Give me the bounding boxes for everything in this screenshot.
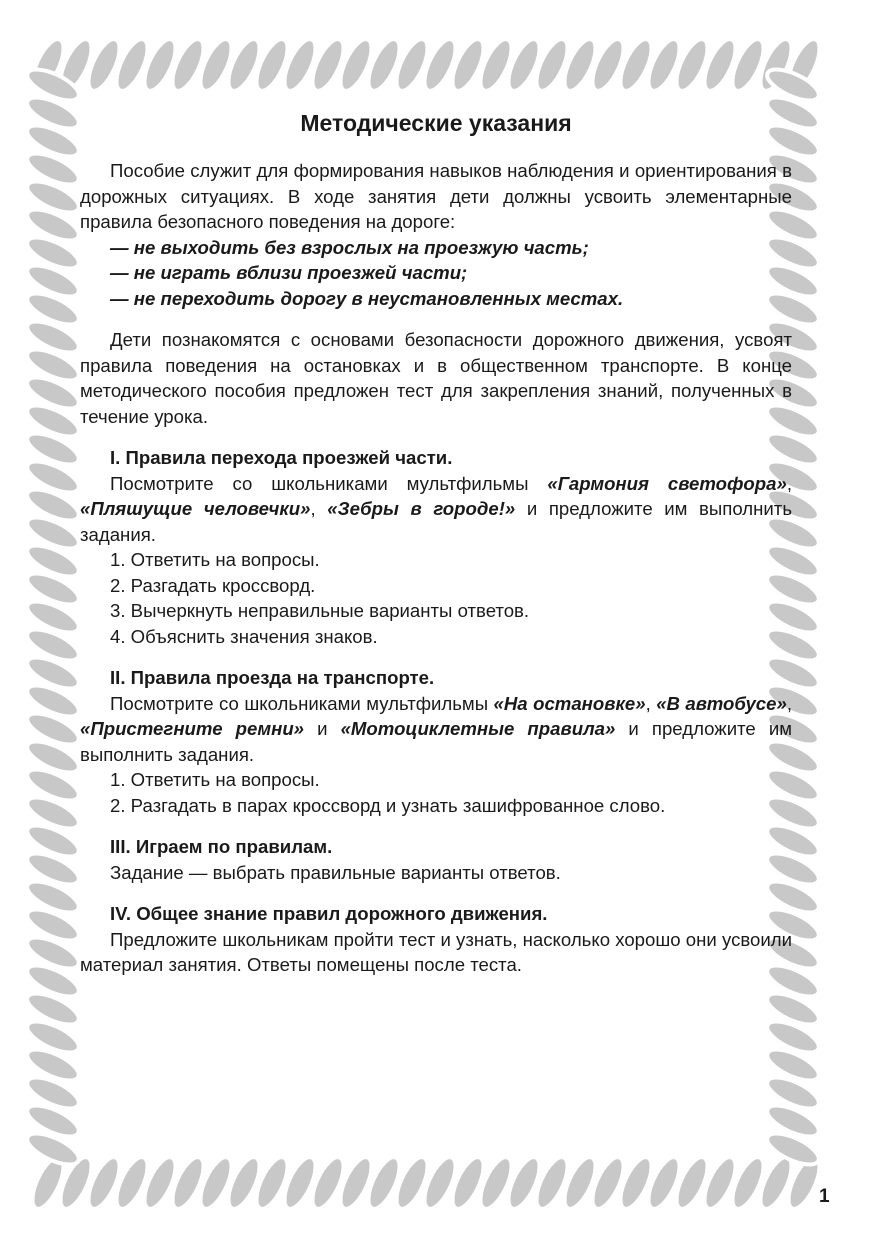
film-title: «В автобусе» bbox=[656, 692, 787, 714]
section-title: III. Играем по правилам. bbox=[110, 836, 333, 857]
safety-rule-item: — не выходить без взрослых на проезжую часть; bbox=[110, 236, 589, 258]
film-title: «Гармония светофора» bbox=[547, 472, 787, 494]
section-title: II. Правила проезда на транспорте. bbox=[110, 667, 435, 688]
section-title: IV. Общее знание правил дорожного движения. bbox=[110, 903, 548, 924]
paragraph-text: Посмотрите со школьниками мультфильмы bbox=[110, 472, 548, 494]
section-paragraph bbox=[80, 691, 792, 768]
safety-rule-item: — не играть вблизи проезжей части; bbox=[110, 262, 468, 283]
section-paragraph: Предложите школьникам пройти тест и узнать, насколько хорошо они усвоили материал занятия. Ответы помещены после теста. bbox=[80, 928, 792, 975]
section-3 bbox=[80, 834, 792, 885]
paragraph-text: Посмотрите со школьниками мультфильмы bbox=[110, 692, 494, 714]
page-number: 1 bbox=[819, 1186, 830, 1207]
separator: , bbox=[645, 692, 657, 714]
task-item: 2. Разгадать в парах кроссворд и узнать зашифрованное слово. bbox=[110, 794, 666, 816]
section-paragraph bbox=[80, 471, 792, 548]
intro-paragraph-2: Дети познакомятся с основами безопасности дорожного движения, усвоят правила поведения на остановках и в общественном транспорте. В конце методического пособия предложен тест для закрепления знаний, полученных в течение урока. bbox=[80, 329, 792, 427]
separator: , bbox=[310, 498, 328, 519]
task-item: 1. Ответить на вопросы. bbox=[110, 769, 320, 790]
safety-rule-item: — не переходить дорогу в неустановленных местах. bbox=[110, 287, 624, 309]
task-item: 2. Разгадать кроссворд. bbox=[110, 574, 316, 596]
page-content bbox=[80, 108, 792, 978]
paragraph-text: и предложите им выполнить задания. bbox=[80, 498, 793, 545]
task-list bbox=[80, 767, 792, 818]
film-title: «На остановке» bbox=[493, 692, 646, 714]
intro-paragraph: Пособие служит для формирования навыков наблюдения и ориентирования в дорожных ситуациях. В ходе занятия дети должны усвоить элементарные правила безопасного поведения на дороге: bbox=[80, 160, 792, 232]
section-paragraph: Задание — выбрать правильные варианты ответов. bbox=[110, 861, 561, 883]
safety-rules-list bbox=[80, 235, 792, 312]
separator: и bbox=[304, 718, 341, 739]
separator: , bbox=[786, 692, 792, 714]
task-item: 1. Ответить на вопросы. bbox=[110, 549, 320, 570]
section-2 bbox=[80, 665, 792, 818]
task-list bbox=[80, 547, 792, 649]
film-title: «Пляшущие человечки» bbox=[80, 498, 311, 519]
task-item: 4. Объяснить значения знаков. bbox=[110, 625, 378, 647]
film-title: «Мотоциклетные правила» bbox=[340, 718, 616, 739]
section-title: I. Правила перехода проезжей части. bbox=[110, 447, 453, 468]
section-4 bbox=[80, 901, 792, 978]
separator: , bbox=[786, 472, 792, 494]
page-title: Методические указания bbox=[300, 110, 572, 136]
film-title: «Зебры в городе!» bbox=[327, 498, 516, 519]
section-1 bbox=[80, 445, 792, 649]
paragraph-text: и предложите им выполнить задания. bbox=[80, 718, 793, 765]
task-item: 3. Вычеркнуть неправильные варианты ответов. bbox=[110, 600, 530, 621]
film-title: «Пристегните ремни» bbox=[80, 718, 305, 739]
